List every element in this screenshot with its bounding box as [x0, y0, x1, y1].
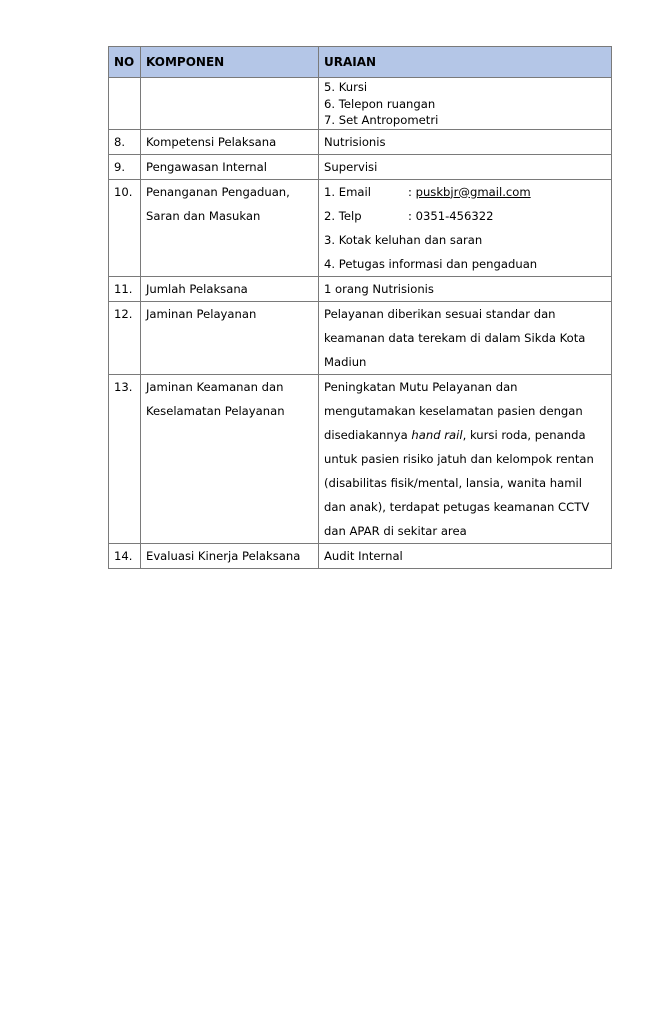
row-no-cell: 8.	[109, 129, 141, 154]
row-no-cell: 10.	[109, 179, 141, 276]
row-komponen-cell: Pengawasan Internal	[141, 154, 319, 179]
contact-email-label: 1. Email	[324, 184, 371, 199]
uraian-text: Peningkatan Mutu Pelayanan dan mengutamakan keselamatan pasien dengan disediakannya	[324, 379, 583, 442]
row-uraian-cell: Pelayanan diberikan sesuai standar dan keamanan data terekam di dalam Sikda Kota Madiun	[319, 301, 612, 374]
standard-service-table	[108, 46, 612, 569]
row-no-cell: 13.	[109, 374, 141, 543]
header-uraian: URAIAN	[319, 47, 612, 78]
row-no-cell: 9.	[109, 154, 141, 179]
contact-phone-value: 0351-456322	[415, 208, 494, 223]
list-item: 4. Petugas informasi dan pengaduan	[324, 256, 538, 271]
row-komponen-cell: Evaluasi Kinerja Pelaksana	[141, 543, 319, 568]
table-row	[109, 78, 612, 130]
table-row	[109, 276, 612, 301]
table-row	[109, 154, 612, 179]
list-item: 7. Set Antropometri	[324, 113, 439, 127]
contact-phone-label: 2. Telp	[324, 208, 362, 223]
contact-email-line: 1. Email : puskbjr@gmail.com	[324, 180, 606, 204]
header-no: NO	[109, 47, 141, 78]
row-uraian-cell	[319, 179, 612, 276]
list-item: 6. Telepon ruangan	[324, 96, 436, 111]
table-row	[109, 179, 612, 276]
table-row	[109, 301, 612, 374]
row-komponen-cell: Jaminan Keamanan dan Keselamatan Pelayanan	[141, 374, 319, 543]
table-header-row	[109, 47, 612, 78]
list-item: 5. Kursi	[324, 80, 368, 94]
row-no-cell: 11.	[109, 276, 141, 301]
table-row	[109, 543, 612, 568]
row-komponen-cell: Penanganan Pengaduan, Saran dan Masukan	[141, 179, 319, 276]
row-uraian-cell	[319, 374, 612, 543]
contact-email-link[interactable]: puskbjr@gmail.com	[415, 184, 531, 199]
uraian-text: , kursi roda, penanda untuk pasien risiko jatuh dan kelompok rentan (disabilitas fisik/mental, lansia, wanita hamil dan anak), terdapat petugas keamanan CCTV dan APAR di sekitar area	[324, 427, 594, 538]
table-row	[109, 129, 612, 154]
header-komponen: KOMPONEN	[141, 47, 319, 78]
list-item: 3. Kotak keluhan dan saran	[324, 232, 483, 247]
row-uraian-cell	[319, 78, 612, 130]
row-no-cell	[109, 78, 141, 130]
contact-phone-line: 2. Telp : 0351-456322	[324, 204, 606, 228]
row-no-cell: 12.	[109, 301, 141, 374]
row-uraian-cell: Audit Internal	[319, 543, 612, 568]
row-no-cell: 14.	[109, 543, 141, 568]
row-komponen-cell: Kompetensi Pelaksana	[141, 129, 319, 154]
table-row	[109, 374, 612, 543]
row-komponen-cell: Jaminan Pelayanan	[141, 301, 319, 374]
row-uraian-cell: Nutrisionis	[319, 129, 612, 154]
row-komponen-cell	[141, 78, 319, 130]
row-komponen-cell: Jumlah Pelaksana	[141, 276, 319, 301]
uraian-italic-term: hand rail	[411, 427, 463, 442]
row-uraian-cell: 1 orang Nutrisionis	[319, 276, 612, 301]
row-uraian-cell: Supervisi	[319, 154, 612, 179]
